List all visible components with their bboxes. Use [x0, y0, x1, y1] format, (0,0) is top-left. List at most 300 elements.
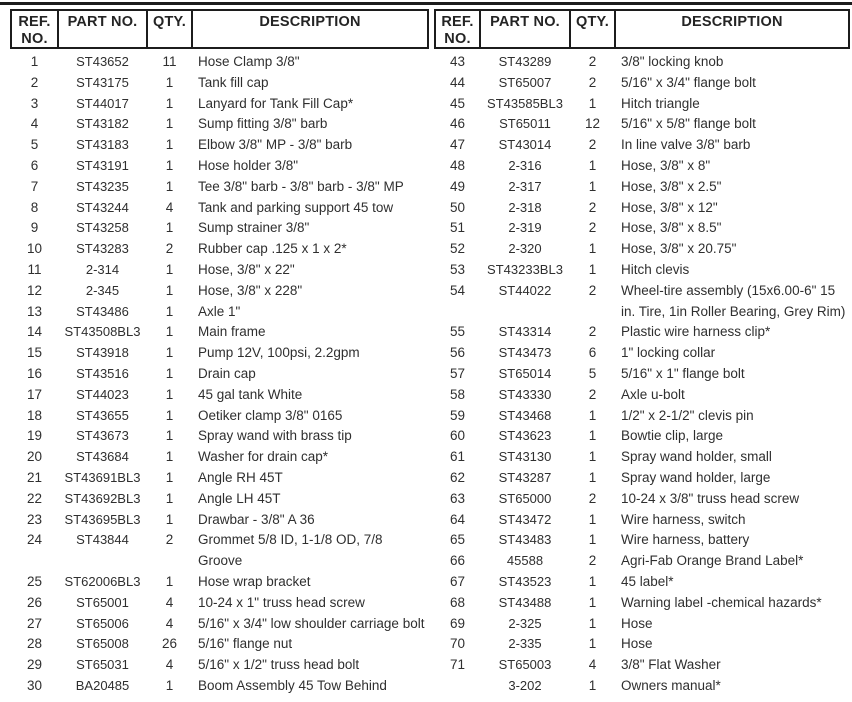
part-no-cell: 2-318	[508, 199, 542, 215]
ref-no-cell: 49	[449, 178, 466, 194]
header-row	[11, 10, 428, 48]
description-cell: Tank fill cap	[198, 74, 269, 90]
description-cell: Hose, 3/8" x 22"	[198, 261, 295, 277]
qty-cell: 1	[165, 449, 174, 465]
part-no-cell: ST43585BL3	[487, 95, 563, 111]
description-cell: Drawbar - 3/8" A 36	[198, 511, 315, 527]
ref-no-cell: 18	[26, 407, 43, 423]
header-ref-no: REF. NO.	[435, 10, 480, 48]
part-no-cell: ST65008	[76, 636, 129, 652]
table-row	[11, 530, 428, 572]
table-row	[435, 510, 849, 531]
description-cell: 45 gal tank White	[198, 386, 303, 402]
part-no-cell: ST43175	[76, 74, 129, 90]
part-no-cell: ST65014	[498, 365, 552, 381]
ref-no-cell: 67	[449, 573, 466, 589]
table-row	[435, 468, 849, 489]
table-row	[11, 426, 428, 447]
ref-no-cell: 17	[26, 386, 43, 402]
part-no-cell: ST43508BL3	[64, 324, 141, 340]
qty-cell: 1	[588, 615, 597, 631]
part-no-cell: ST43287	[498, 469, 552, 485]
ref-no-cell: 12	[26, 282, 43, 298]
table-row	[11, 406, 428, 427]
part-no-cell: 3-202	[508, 677, 542, 693]
table-row	[435, 364, 849, 385]
ref-no-cell: 8	[30, 199, 39, 215]
header-part-no: PART NO.	[480, 10, 570, 48]
table-row	[435, 177, 849, 198]
table-row	[435, 281, 849, 323]
ref-no-cell: 53	[449, 261, 466, 277]
description-cell: Lanyard for Tank Fill Cap*	[198, 95, 354, 111]
description-cell: Warning label -chemical hazards*	[621, 594, 822, 610]
table-row	[435, 198, 849, 219]
description-cell: Hitch triangle	[621, 95, 700, 111]
description-cell: 3/8" locking knob	[621, 54, 724, 69]
part-no-cell: 2-320	[508, 241, 542, 257]
table-row	[11, 239, 428, 260]
qty-cell: 2	[588, 553, 597, 569]
description-cell: Angle RH 45T	[198, 469, 283, 485]
table-row	[11, 281, 428, 302]
table-row	[11, 177, 428, 198]
table-row	[11, 156, 428, 177]
description-cell: Elbow 3/8" MP - 3/8" barb	[198, 137, 353, 153]
description-cell: Hose	[621, 636, 653, 652]
part-no-cell: ST65003	[498, 657, 552, 673]
parts-table-left	[10, 9, 429, 697]
ref-no-cell: 11	[27, 261, 42, 277]
table-row	[11, 385, 428, 406]
table-row	[435, 114, 849, 135]
top-rule	[0, 2, 852, 5]
header-ref-no: REF. NO.	[11, 10, 58, 48]
qty-cell: 1	[588, 407, 597, 423]
table-row	[435, 406, 849, 427]
qty-cell: 2	[588, 324, 597, 340]
part-no-cell: 2-317	[508, 178, 542, 194]
qty-cell: 2	[588, 54, 597, 69]
part-no-cell: 2-316	[508, 157, 542, 173]
ref-no-cell: 3	[30, 95, 39, 111]
part-no-cell: ST43233BL3	[487, 261, 563, 277]
part-no-cell: ST43235	[76, 178, 129, 194]
table-row	[11, 48, 428, 73]
ref-no-cell: 69	[449, 615, 466, 631]
table-row	[435, 634, 849, 655]
ref-no-cell: 64	[449, 511, 466, 527]
table-row	[435, 676, 849, 697]
part-no-cell: 2-325	[508, 615, 542, 631]
header-part-no: PART NO.	[58, 10, 147, 48]
qty-cell: 1	[165, 511, 174, 527]
ref-no-cell: 47	[449, 137, 466, 153]
description-cell: Hose, 3/8" x 20.75"	[621, 241, 737, 257]
qty-cell: 1	[165, 303, 174, 319]
description-cell: Grommet 5/8 ID, 1-1/8 OD, 7/8 Groove	[198, 532, 383, 569]
description-cell: Hose, 3/8" x 8"	[621, 157, 711, 173]
description-cell: Hitch clevis	[621, 261, 690, 277]
description-cell: Bowtie clip, large	[621, 428, 724, 444]
part-no-cell: ST43655	[76, 407, 129, 423]
table-row	[11, 468, 428, 489]
qty-cell: 1	[588, 261, 597, 277]
description-cell: 10-24 x 3/8" truss head screw	[621, 490, 800, 506]
description-cell: Boom Assembly 45 Tow Behind	[198, 677, 387, 693]
table-row	[11, 260, 428, 281]
part-no-cell: 2-335	[508, 636, 542, 652]
table-row	[11, 198, 428, 219]
qty-cell: 4	[165, 594, 174, 610]
part-no-cell: BA20485	[75, 677, 130, 693]
part-no-cell: ST65007	[498, 74, 552, 90]
description-cell: Wheel-tire assembly (15x6.00-6" 15 in. Tire, 1in Roller Bearing, Grey Rim)	[621, 282, 846, 319]
description-cell: 1" locking collar	[621, 345, 716, 361]
part-no-cell: 45588	[506, 553, 544, 569]
qty-cell: 1	[165, 469, 174, 485]
ref-no-cell: 15	[26, 345, 43, 361]
description-cell: Oetiker clamp 3/8" 0165	[198, 407, 343, 423]
qty-cell: 1	[165, 74, 174, 90]
part-no-cell: ST43182	[76, 116, 129, 132]
table-row	[11, 73, 428, 94]
qty-cell: 1	[165, 428, 174, 444]
part-no-cell: ST43918	[76, 345, 129, 361]
table-row	[11, 343, 428, 364]
tables-container	[0, 9, 852, 697]
ref-no-cell: 24	[26, 532, 43, 548]
table-row	[435, 156, 849, 177]
description-cell: Agri-Fab Orange Brand Label*	[621, 553, 804, 569]
table-row	[435, 593, 849, 614]
part-no-cell: ST44023	[76, 386, 129, 402]
description-cell: Hose Clamp 3/8"	[198, 54, 300, 69]
ref-no-cell: 51	[449, 220, 466, 236]
part-no-cell: ST43130	[498, 449, 552, 465]
description-cell: In line valve 3/8" barb	[621, 137, 751, 153]
table-header-left	[11, 10, 428, 48]
table-row	[435, 343, 849, 364]
ref-no-cell: 54	[449, 282, 466, 298]
ref-no-cell: 9	[30, 220, 39, 236]
part-no-cell: ST43191	[76, 157, 129, 173]
part-no-cell: ST43486	[76, 303, 129, 319]
part-no-cell: ST43516	[76, 365, 129, 381]
table-row	[11, 489, 428, 510]
ref-no-cell	[435, 676, 480, 697]
description-cell: Tank and parking support 45 tow	[198, 199, 394, 215]
ref-no-cell: 65	[449, 532, 466, 548]
table-row	[11, 447, 428, 468]
qty-cell: 1	[588, 428, 597, 444]
description-cell: 1/2" x 2-1/2" clevis pin	[621, 407, 754, 423]
qty-cell: 1	[165, 386, 174, 402]
qty-cell: 1	[588, 241, 597, 257]
ref-no-cell: 71	[449, 657, 466, 673]
description-cell: Hose holder 3/8"	[198, 157, 299, 173]
qty-cell: 1	[165, 345, 174, 361]
part-no-cell: 2-314	[85, 261, 120, 277]
ref-no-cell: 43	[449, 54, 466, 69]
ref-no-cell: 19	[26, 428, 43, 444]
description-cell: Hose, 3/8" x 12"	[621, 199, 718, 215]
part-no-cell: ST43684	[76, 449, 129, 465]
qty-cell: 2	[165, 532, 174, 548]
description-cell: 5/16" x 5/8" flange bolt	[621, 116, 756, 132]
part-no-cell: ST43692BL3	[64, 490, 141, 506]
part-no-cell: ST43483	[498, 532, 552, 548]
table-row	[11, 510, 428, 531]
qty-cell: 2	[165, 241, 174, 257]
part-no-cell: ST43183	[76, 137, 129, 153]
table-row	[435, 614, 849, 635]
qty-cell: 6	[588, 345, 597, 361]
description-cell: Hose, 3/8" x 2.5"	[621, 178, 722, 194]
ref-no-cell: 52	[449, 241, 466, 257]
description-cell: Sump strainer 3/8"	[198, 220, 310, 236]
qty-cell: 1	[165, 365, 174, 381]
table-row	[11, 218, 428, 239]
part-no-cell: ST43473	[498, 345, 552, 361]
part-no-cell: ST43283	[76, 241, 129, 257]
ref-no-cell: 50	[449, 199, 466, 215]
qty-cell: 2	[588, 490, 597, 506]
part-no-cell: ST43673	[76, 428, 129, 444]
qty-cell: 1	[588, 178, 597, 194]
part-no-cell: ST43488	[498, 594, 552, 610]
table-row	[11, 593, 428, 614]
ref-no-cell: 48	[449, 157, 466, 173]
description-cell: Hose wrap bracket	[198, 573, 311, 589]
qty-cell: 1	[165, 178, 174, 194]
table-row	[435, 73, 849, 94]
part-no-cell: ST62006BL3	[64, 573, 141, 589]
part-no-cell: ST43258	[76, 220, 129, 236]
table-row	[11, 634, 428, 655]
description-cell: Spray wand holder, large	[621, 469, 771, 485]
ref-no-cell: 46	[449, 116, 466, 132]
description-cell: 10-24 x 1" truss head screw	[198, 594, 365, 610]
ref-no-cell: 62	[449, 469, 466, 485]
qty-cell: 2	[588, 199, 597, 215]
table-row	[435, 572, 849, 593]
ref-no-cell: 21	[26, 469, 43, 485]
part-no-cell: ST44017	[76, 95, 129, 111]
header-qty: QTY.	[570, 10, 615, 48]
ref-no-cell: 68	[449, 594, 466, 610]
qty-cell: 4	[165, 615, 174, 631]
description-cell: Axle 1"	[198, 303, 241, 319]
description-cell: Plastic wire harness clip*	[621, 324, 771, 340]
ref-no-cell: 23	[26, 511, 43, 527]
ref-no-cell: 14	[26, 324, 43, 340]
ref-no-cell: 26	[26, 594, 43, 610]
qty-cell: 1	[588, 636, 597, 652]
table-row	[435, 239, 849, 260]
table-row	[435, 135, 849, 156]
description-cell: Hose	[621, 615, 653, 631]
ref-no-cell: 57	[449, 365, 466, 381]
description-cell: Drain cap	[198, 365, 256, 381]
qty-cell: 2	[588, 137, 597, 153]
header-description: DESCRIPTION	[192, 10, 428, 48]
qty-cell: 11	[162, 54, 177, 69]
table-row	[11, 676, 428, 697]
ref-no-cell: 4	[30, 116, 39, 132]
qty-cell: 1	[165, 137, 174, 153]
qty-cell: 1	[165, 282, 174, 298]
description-cell: Angle LH 45T	[198, 490, 281, 506]
description-cell: Axle u-bolt	[621, 386, 685, 402]
table-row	[11, 94, 428, 115]
ref-no-cell: 56	[449, 345, 466, 361]
ref-no-cell: 44	[449, 74, 466, 90]
qty-cell: 1	[165, 116, 174, 132]
description-cell: 5/16" x 3/4" low shoulder carriage bolt	[198, 615, 425, 631]
table-row	[435, 48, 849, 73]
ref-no-cell: 61	[449, 449, 466, 465]
ref-no-cell: 7	[30, 178, 39, 194]
header-description: DESCRIPTION	[615, 10, 849, 48]
ref-no-cell: 59	[449, 407, 466, 423]
qty-cell: 1	[588, 677, 597, 693]
table-row	[11, 572, 428, 593]
table-row	[435, 94, 849, 115]
part-no-cell: ST65000	[498, 490, 552, 506]
part-no-cell: ST44022	[498, 282, 552, 298]
qty-cell: 1	[588, 532, 597, 548]
qty-cell: 1	[588, 95, 597, 111]
table-row	[435, 260, 849, 281]
qty-cell: 2	[588, 282, 597, 298]
table-row	[435, 385, 849, 406]
description-cell: Rubber cap .125 x 1 x 2*	[198, 241, 347, 257]
part-no-cell: ST43472	[498, 511, 552, 527]
table-row	[435, 447, 849, 468]
qty-cell: 4	[165, 657, 174, 673]
description-cell: 45 label*	[621, 573, 674, 589]
description-cell: Wire harness, battery	[621, 532, 750, 548]
qty-cell: 26	[161, 636, 178, 652]
qty-cell: 12	[584, 116, 601, 132]
qty-cell: 1	[165, 490, 174, 506]
table-row	[11, 322, 428, 343]
parts-rows-right	[435, 48, 849, 697]
table-row	[435, 426, 849, 447]
ref-no-cell: 25	[26, 573, 43, 589]
qty-cell: 1	[165, 407, 174, 423]
part-no-cell: ST43652	[76, 54, 129, 69]
table-row	[435, 218, 849, 239]
description-cell: 5/16" x 1/2" truss head bolt	[198, 657, 360, 673]
part-no-cell: ST43314	[498, 324, 552, 340]
qty-cell: 5	[588, 365, 597, 381]
qty-cell: 1	[165, 573, 174, 589]
qty-cell: 1	[588, 157, 597, 173]
description-cell: Owners manual*	[621, 677, 721, 693]
ref-no-cell: 55	[449, 324, 466, 340]
qty-cell: 1	[165, 261, 174, 277]
ref-no-cell: 66	[449, 553, 466, 569]
table-row	[11, 364, 428, 385]
part-no-cell: ST65031	[76, 657, 129, 673]
table-row	[11, 655, 428, 676]
ref-no-cell: 30	[26, 677, 43, 693]
description-cell: Main frame	[198, 324, 266, 340]
ref-no-cell: 5	[30, 137, 39, 153]
ref-no-cell: 6	[30, 157, 39, 173]
table-row	[11, 135, 428, 156]
qty-cell: 1	[165, 324, 174, 340]
description-cell: 5/16" flange nut	[198, 636, 293, 652]
qty-cell: 2	[588, 74, 597, 90]
description-cell: Spray wand holder, small	[621, 449, 772, 465]
ref-no-cell: 63	[449, 490, 466, 506]
header-row	[435, 10, 849, 48]
qty-cell: 4	[165, 199, 174, 215]
table-row	[11, 614, 428, 635]
description-cell: Hose, 3/8" x 8.5"	[621, 220, 722, 236]
ref-no-cell: 20	[26, 449, 43, 465]
qty-cell: 1	[165, 220, 174, 236]
qty-cell: 1	[165, 677, 174, 693]
ref-no-cell: 2	[30, 74, 39, 90]
ref-no-cell: 16	[26, 365, 43, 381]
part-no-cell: ST65001	[76, 594, 129, 610]
qty-cell: 1	[588, 511, 597, 527]
part-no-cell: ST43289	[498, 54, 552, 69]
table-row	[11, 114, 428, 135]
table-header-right	[435, 10, 849, 48]
qty-cell: 2	[588, 220, 597, 236]
qty-cell: 1	[588, 594, 597, 610]
parts-table-right	[434, 9, 850, 697]
ref-no-cell: 45	[449, 95, 466, 111]
qty-cell: 1	[165, 95, 174, 111]
part-no-cell: ST43523	[498, 573, 552, 589]
part-no-cell: 2-319	[508, 220, 542, 236]
description-cell: 3/8" Flat Washer	[621, 657, 721, 673]
header-qty: QTY.	[147, 10, 192, 48]
description-cell: Wire harness, switch	[621, 511, 746, 527]
part-no-cell: ST65011	[499, 116, 551, 132]
qty-cell: 4	[588, 657, 597, 673]
description-cell: Washer for drain cap*	[198, 449, 329, 465]
ref-no-cell: 28	[26, 636, 43, 652]
table-row	[435, 551, 849, 572]
parts-rows-left	[11, 48, 428, 697]
table-row	[435, 322, 849, 343]
part-no-cell: ST43014	[498, 137, 552, 153]
description-cell: Sump fitting 3/8" barb	[198, 116, 328, 132]
description-cell: 5/16" x 3/4" flange bolt	[621, 74, 756, 90]
part-no-cell: ST43695BL3	[64, 511, 141, 527]
ref-no-cell: 58	[449, 386, 466, 402]
qty-cell: 1	[588, 449, 597, 465]
description-cell: Pump 12V, 100psi, 2.2gpm	[198, 345, 360, 361]
ref-no-cell: 22	[26, 490, 43, 506]
table-row	[435, 489, 849, 510]
part-no-cell: ST43691BL3	[64, 469, 141, 485]
qty-cell: 1	[588, 573, 597, 589]
description-cell: Tee 3/8" barb - 3/8" barb - 3/8" MP	[198, 178, 404, 194]
description-cell: 5/16" x 1" flange bolt	[621, 365, 745, 381]
table-row	[435, 655, 849, 676]
part-no-cell: ST43330	[498, 386, 552, 402]
part-no-cell: ST43468	[498, 407, 552, 423]
table-row	[11, 302, 428, 323]
